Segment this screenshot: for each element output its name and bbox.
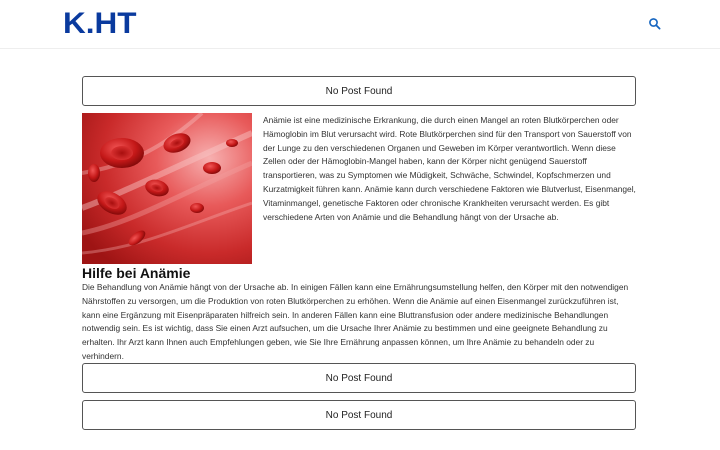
article-intro-text: Anämie ist eine medizinische Erkrankung, die durch einen Mangel an roten Blutkörperchen oder Hämoglobin im Blut verursacht wird. Rote Blutkörperchen sind für den Transport von Sauerstoff von der Lunge zu den verschiedenen Organen und Geweben im Körper verantwortlich. Wenn diese Zellen oder der Hämoglobin-Mangel haben, kann der Körper nicht genügend Sauerstoff transportieren, was zu Symptomen wie Müdigkeit, Schwäche, Schwindel, Kopfschmerzen und Kurzatmigkeit führen kann. Anämie kann durch verschiedene Faktoren wie Blutverlust, Eisenmangel, Vitaminmangel, genetische Faktoren oder chronische Krankheiten verursacht werden. Es gibt verschiedene Arten von Anämie und die Behandlung hängt von der Ursache ab. — [263, 115, 636, 222]
site-header — [0, 0, 720, 49]
red-blood-cells-image — [82, 113, 252, 264]
no-post-found-label: No Post Found — [325, 372, 393, 384]
no-post-found-label: No Post Found — [325, 85, 393, 97]
no-post-found-box-top — [82, 76, 636, 106]
site-logo[interactable]: K.HT — [63, 7, 137, 40]
section-heading: Hilfe bei Anämie — [82, 265, 191, 281]
no-post-found-box-bottom-1 — [82, 363, 636, 393]
no-post-found-label: No Post Found — [325, 409, 393, 421]
no-post-found-box-bottom-2 — [82, 400, 636, 430]
search-icon[interactable] — [648, 17, 662, 31]
section-body-text: Die Behandlung von Anämie hängt von der Ursache ab. In einigen Fällen kann eine Ernährungsumstellung helfen, den Körper mit den notwendigen Nährstoffen zu versorgen, um die Produktion von roten Blutkörperchen zu erhöhen. Wenn die Anämie auf einen Eisenmangel zurückzuführen ist, kann eine Ergänzung mit Eisenpräparaten hilfreich sein. In anderen Fällen kann eine Bluttransfusion oder andere medizinische Behandlungen notwendig sein. Es ist wichtig, dass Sie einen Arzt aufsuchen, um die Ursache Ihrer Anämie zu bestimmen und eine geeignete Behandlung zu erhalten. Ihr Arzt kann Ihnen auch Empfehlungen geben, wie Sie Ihre Ernährung anpassen können, um Ihre Anämie zu behandeln oder zu verhindern. — [82, 282, 629, 361]
